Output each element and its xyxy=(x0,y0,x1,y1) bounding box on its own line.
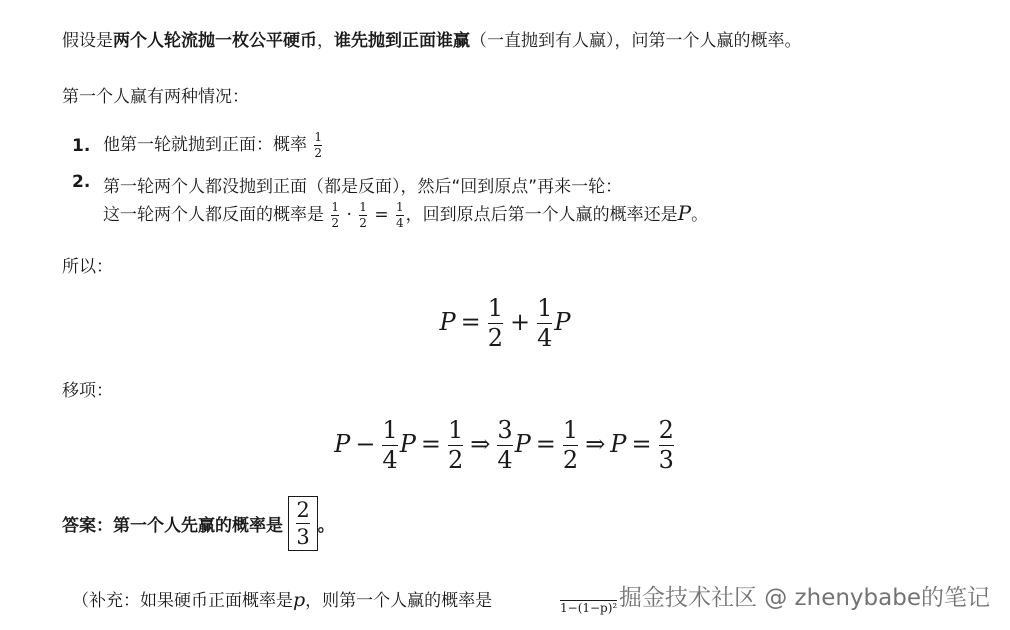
numerator: 1 xyxy=(359,199,367,214)
fraction xyxy=(659,418,674,473)
period: 。 xyxy=(691,205,709,225)
numerator: 1 xyxy=(562,416,579,444)
equation-2 xyxy=(0,418,1010,473)
fraction xyxy=(537,296,552,351)
equals-sign: = xyxy=(420,430,441,459)
denominator: 3 xyxy=(296,525,310,550)
numerator: 1 xyxy=(537,294,553,322)
equals-sign: = xyxy=(374,205,389,225)
period: 。 xyxy=(317,516,335,537)
fraction xyxy=(396,201,404,229)
variable-p: P xyxy=(610,430,627,459)
case-2-detail-tail: ，回到原点后第一个人赢的概率还是 xyxy=(405,205,678,225)
fraction xyxy=(497,418,512,473)
so-label: 所以： xyxy=(62,257,113,277)
fraction xyxy=(560,586,617,614)
variable-p: P xyxy=(554,308,571,337)
implies-arrow: ⇒ xyxy=(470,430,491,459)
fraction xyxy=(563,418,578,473)
numerator: 2 xyxy=(296,498,310,522)
case-2-number: 2. xyxy=(72,172,91,192)
numerator: 1 xyxy=(487,294,503,322)
fraction xyxy=(382,418,397,473)
fraction xyxy=(488,296,503,351)
numerator: 1 xyxy=(314,129,323,144)
problem-statement xyxy=(62,26,802,51)
dot-operator: · xyxy=(346,205,352,225)
denominator: 2 xyxy=(331,215,340,230)
fraction xyxy=(359,201,367,229)
numerator: 2 xyxy=(658,416,674,444)
case-2-detail-text: 这一轮两个人都反面的概率是 xyxy=(103,205,324,225)
denominator: 2 xyxy=(314,145,323,160)
minus-sign: − xyxy=(355,430,376,459)
denominator: 2 xyxy=(447,446,464,475)
implies-arrow: ⇒ xyxy=(585,430,606,459)
case-1-item xyxy=(103,130,324,159)
denominator: 1−(1−p)² xyxy=(560,600,618,615)
denominator: 2 xyxy=(562,446,579,475)
watermark: 掘金技术社区 @ zhenybabe的笔记 xyxy=(618,585,990,611)
variable-p: P xyxy=(399,430,416,459)
move-label: 移项： xyxy=(62,381,113,401)
supplement-text: （补充：如果硬币正面概率是 xyxy=(72,591,293,611)
fraction xyxy=(296,499,309,548)
variable-p: P xyxy=(677,201,692,225)
case-2-detail xyxy=(103,200,708,229)
denominator: 4 xyxy=(382,446,398,475)
denominator: 2 xyxy=(359,215,367,230)
case-1-number: 1. xyxy=(72,136,91,156)
equals-sign: = xyxy=(460,308,481,337)
supplement-mid: ，则第一个人赢的概率是 xyxy=(305,591,493,611)
denominator: 4 xyxy=(395,215,404,230)
denominator: 3 xyxy=(658,446,674,475)
answer-box xyxy=(288,496,317,551)
denominator: 4 xyxy=(497,446,513,475)
fraction xyxy=(331,201,339,229)
case-2-text: 第一轮两个人都没抛到正面（都是反面），然后“回到原点”再来一轮： xyxy=(103,177,623,197)
problem-suffix: （一直抛到有人赢），问第一个人赢的概率。 xyxy=(470,31,802,51)
variable-p: P xyxy=(439,308,456,337)
problem-bold-1: 两个人轮流抛一枚公平硬币 xyxy=(113,31,317,51)
problem-prefix: 假设是 xyxy=(62,31,113,51)
numerator: 3 xyxy=(497,416,513,444)
supplement-fraction-partial xyxy=(558,586,619,614)
supplement-line xyxy=(72,586,492,611)
fraction xyxy=(448,418,463,473)
problem-mid: ， xyxy=(317,31,334,51)
case-1-fraction xyxy=(314,131,322,159)
problem-bold-2: 谁先抛到正面谁赢 xyxy=(334,31,470,51)
denominator: 2 xyxy=(487,324,503,353)
numerator: 1 xyxy=(331,199,340,214)
variable-p: P xyxy=(514,430,531,459)
answer-line xyxy=(62,496,335,551)
equals-sign: = xyxy=(631,430,652,459)
plus-sign: + xyxy=(510,308,531,337)
equals-sign: = xyxy=(535,430,556,459)
numerator: 1 xyxy=(447,416,464,444)
answer-label: 答案：第一个人先赢的概率是 xyxy=(62,516,283,537)
numerator: 1 xyxy=(382,416,398,444)
numerator: 1 xyxy=(395,199,404,214)
intro-text: 第一个人赢有两种情况： xyxy=(62,87,249,107)
denominator: 4 xyxy=(537,324,553,353)
variable-small-p: p xyxy=(293,589,306,611)
equation-1 xyxy=(0,296,1010,351)
variable-p: P xyxy=(334,430,351,459)
case-1-text: 他第一轮就抛到正面：概率 xyxy=(103,135,307,155)
